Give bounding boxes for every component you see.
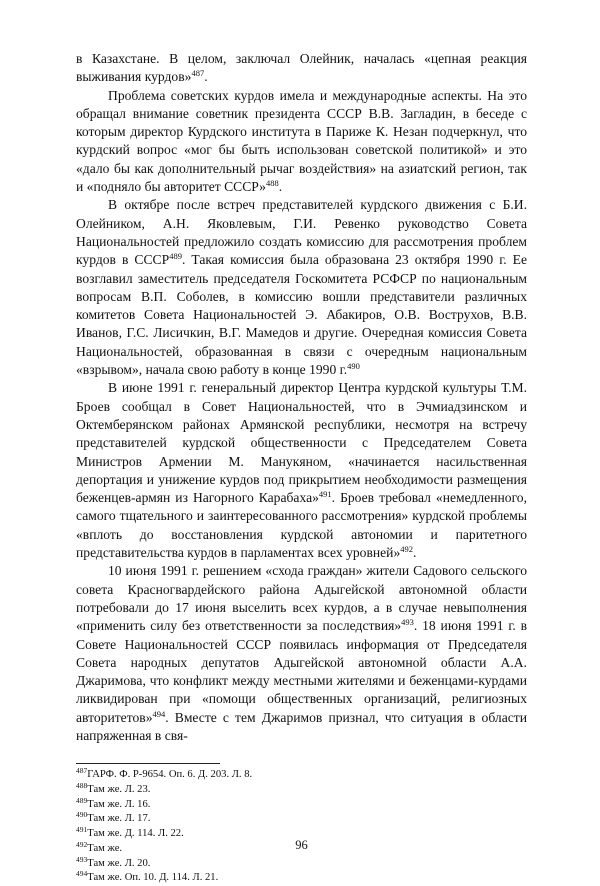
footnote-text: ГАРФ. Ф. Р-9654. Оп. 6. Д. 203. Л. 8. (87, 769, 253, 781)
footnote (76, 854, 527, 872)
footnote-reference[interactable]: 489 (169, 251, 182, 262)
document-page (76, 50, 527, 886)
paragraph-text: . (278, 179, 283, 195)
footnote-text: Там же. Оп. 10. Д. 114. Л. 21. (87, 872, 219, 884)
footnote-reference[interactable]: 492 (400, 544, 414, 555)
page-number: 96 (295, 838, 308, 852)
paragraph-text: . (413, 545, 417, 561)
footnote-number: 493 (76, 854, 88, 864)
footnote-number: 491 (76, 825, 88, 835)
footnote-reference[interactable]: 493 (401, 617, 414, 628)
paragraph-text: В июне 1991 г. генеральный директор Центра курдской культуры Т.М. Броев сообщал в Совет Национальностей, что в Эчмиадзинском и Октемберянском районах Армянской республики, несмотря на встречу представителей курдской общественности с Председателем Совета Министров Армении М. Манукяном, «начинается насильственная депортация и унижение курдов под прикрытием необходимости размещения беженцев-армян из Нагорного Карабаха» (76, 380, 527, 506)
paragraph-text: . (204, 69, 208, 85)
footnote-reference[interactable]: 488 (265, 178, 279, 189)
paragraph-text: Проблема советских курдов имела и международные аспекты. На это обращал внимание советник президента СССР В.В. Загладин, в беседе с которым директор Курдского института в Париже К. Незан подчеркнул, что курдский вопрос «мог бы быть использован советской политикой» и это «дало бы как дополнительный рычаг воздействия» на азиатский регион, так и «подняло бы авторитет СССР» (76, 87, 527, 195)
footnote-text: Там же. (87, 842, 123, 854)
paragraph-text: . Вместе с тем Джаримов признал, что ситуация в области напряженная в свя- (76, 709, 527, 743)
body-text (76, 50, 527, 745)
paragraph (76, 562, 527, 745)
footnote-number: 492 (76, 839, 88, 849)
footnotes-list (76, 768, 527, 886)
paragraph-text: В октябре после встреч представителей курдского движения с Б.И. Олейником, А.Н. Яковлевым, Г.И. Ревенко руководство Совета Национальностей предложило создать комиссию для рассмотрения проблем курдов в СССР (76, 197, 527, 268)
paragraph-text: 10 июня 1991 г. решением «схода граждан» жители Садового сельского совета Красногвардейского района Адыгейской автономной области потребовали до 17 июня выселить всех курдов, а в случае невыполнения «применить силу без ответственности за последствия» (76, 563, 527, 634)
paragraph (76, 196, 527, 379)
paragraph (76, 50, 527, 87)
paragraph-text: . Такая комиссия была образована 23 октября 1990 г. Ее возглавил заместитель председателя Госкомитета РСФСР по национальным вопросам В.П. Соболев, в комиссию вошли представители различных комитетов Совета Национальностей Э. Абакиров, О.В. Вострухов, В.В. Иванов, Г.С. Лисичкин, В.Г. Мамедов и другие. Очередная комиссия Совета Национальностей, образованная в связи с очередным национальным «взрывом», начала свою работу в конце 1990 г. (76, 252, 527, 378)
footnote-number: 490 (76, 810, 88, 820)
footnote-number: 487 (76, 766, 88, 776)
footnote-reference[interactable]: 491 (318, 489, 332, 500)
footnote-number: 489 (76, 795, 88, 805)
footnote-reference[interactable]: 487 (191, 68, 205, 79)
footnote-reference[interactable]: 494 (152, 708, 166, 719)
paragraph (76, 379, 527, 562)
footnote-text: Там же. Л. 20. (87, 857, 151, 869)
footnote (76, 795, 527, 813)
footnote (76, 871, 527, 886)
footnote-separator (76, 763, 220, 764)
footnote-text: Там же. Л. 16. (87, 798, 151, 810)
footnote-number: 488 (76, 780, 88, 790)
footnote (76, 768, 527, 783)
footnote-text: Там же. Д. 114. Л. 22. (87, 828, 184, 840)
paragraph-text: . Броев требовал «немедленного, самого тщательного и заинтересованного рассмотрения» курдской проблемы «вплоть до восстановления курдской автономии и паритетного представительства курдов в парламентах всех уровней» (76, 490, 527, 561)
footnote (76, 780, 527, 798)
footnote-text: Там же. Л. 23. (87, 783, 151, 795)
paragraph-text: . 18 июня 1991 г. в Совете Национальностей СССР появилась информация от Председателя Совета народных депутатов Адыгейской автономной области А.А. Джаримова, что конфликт между местными жителями и беженцами-курдами ликвидирован при «помощи общественных организаций, религиозных авторитетов» (76, 618, 527, 725)
paragraph-text: в Казахстане. В целом, заключал Олейник, началась «цепная реакция выживания курдов» (76, 51, 527, 85)
footnote-number: 494 (76, 869, 88, 879)
footnote-reference[interactable]: 490 (347, 361, 360, 372)
footnote-text: Там же. Л. 17. (87, 813, 151, 825)
paragraph (76, 87, 527, 197)
footnote (76, 812, 527, 827)
